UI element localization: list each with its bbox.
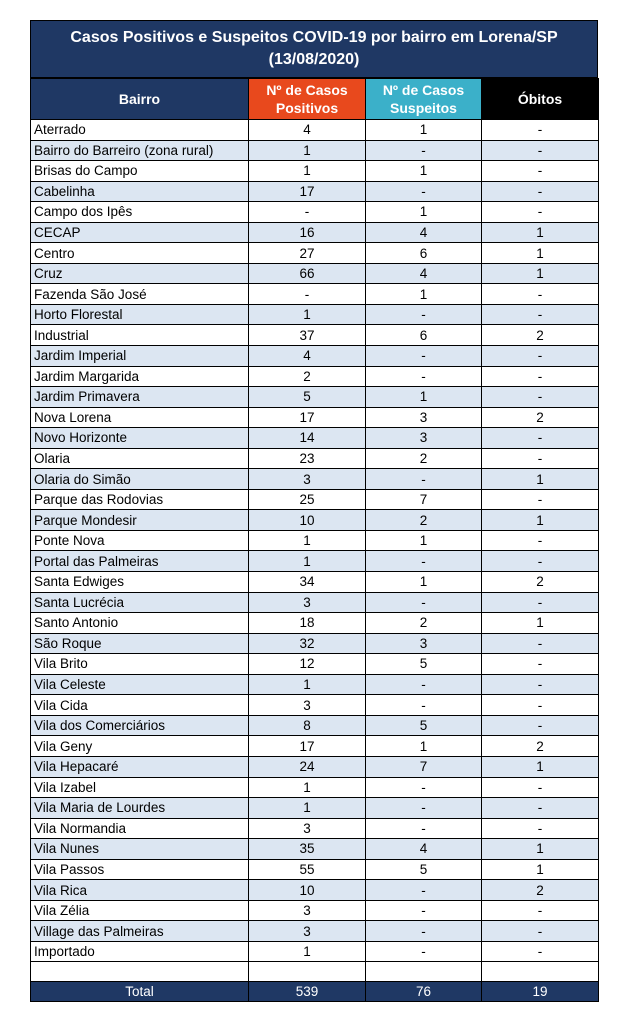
- cell-obitos: -: [482, 551, 599, 572]
- cell-positivos: 1: [249, 140, 366, 161]
- cell-positivos: 66: [249, 263, 366, 284]
- cell-obitos: 1: [482, 243, 599, 264]
- cell-obitos: -: [482, 387, 599, 408]
- table-row: [31, 489, 599, 510]
- cell-bairro: Vila Izabel: [31, 777, 249, 798]
- cell-suspeitos: 3: [366, 633, 482, 654]
- cell-positivos: 14: [249, 428, 366, 449]
- cell-positivos: 23: [249, 448, 366, 469]
- table-row: [31, 715, 599, 736]
- cell-obitos: 2: [482, 572, 599, 593]
- blank-cell: [482, 962, 599, 982]
- cell-suspeitos: -: [366, 695, 482, 716]
- cell-suspeitos: 2: [366, 613, 482, 634]
- cell-suspeitos: 1: [366, 202, 482, 223]
- table-title: Casos Positivos e Suspeitos COVID-19 por bairro em Lorena/SP (13/08/2020): [30, 20, 598, 78]
- cell-positivos: 3: [249, 921, 366, 942]
- cell-obitos: -: [482, 674, 599, 695]
- cell-bairro: Vila Maria de Lourdes: [31, 798, 249, 819]
- cell-positivos: 17: [249, 736, 366, 757]
- table-row: [31, 839, 599, 860]
- cell-bairro: Vila Normandia: [31, 818, 249, 839]
- cell-positivos: 18: [249, 613, 366, 634]
- table-row: [31, 387, 599, 408]
- cell-positivos: -: [249, 202, 366, 223]
- header-positivos: Nº de Casos Positivos: [249, 79, 366, 120]
- cell-positivos: 1: [249, 941, 366, 962]
- cell-bairro: Nova Lorena: [31, 407, 249, 428]
- cell-positivos: 8: [249, 715, 366, 736]
- cell-obitos: 1: [482, 613, 599, 634]
- cell-positivos: 25: [249, 489, 366, 510]
- cell-positivos: 16: [249, 222, 366, 243]
- cell-obitos: -: [482, 715, 599, 736]
- table-row: [31, 613, 599, 634]
- cell-suspeitos: 2: [366, 448, 482, 469]
- cell-bairro: Vila Passos: [31, 859, 249, 880]
- table-row: [31, 654, 599, 675]
- cell-bairro: Vila Geny: [31, 736, 249, 757]
- table-row: [31, 674, 599, 695]
- cell-obitos: -: [482, 654, 599, 675]
- cell-obitos: -: [482, 921, 599, 942]
- table-row: [31, 551, 599, 572]
- cases-table: [30, 78, 599, 1002]
- cell-bairro: Bairro do Barreiro (zona rural): [31, 140, 249, 161]
- table-row: [31, 818, 599, 839]
- table-row: [31, 346, 599, 367]
- table-row: [31, 921, 599, 942]
- table-row: [31, 325, 599, 346]
- cell-suspeitos: 5: [366, 715, 482, 736]
- cell-bairro: Importado: [31, 941, 249, 962]
- table-row: [31, 304, 599, 325]
- cell-positivos: 3: [249, 592, 366, 613]
- cell-positivos: 32: [249, 633, 366, 654]
- header-bairro: Bairro: [31, 79, 249, 120]
- cell-bairro: Cruz: [31, 263, 249, 284]
- cell-positivos: 1: [249, 551, 366, 572]
- cell-positivos: 1: [249, 304, 366, 325]
- cell-obitos: 2: [482, 325, 599, 346]
- cell-suspeitos: -: [366, 674, 482, 695]
- cell-positivos: 37: [249, 325, 366, 346]
- cell-bairro: Fazenda São José: [31, 284, 249, 305]
- cell-positivos: 34: [249, 572, 366, 593]
- cell-positivos: 3: [249, 818, 366, 839]
- cell-bairro: Campo dos Ipês: [31, 202, 249, 223]
- table-row: [31, 407, 599, 428]
- cell-bairro: Parque das Rodovias: [31, 489, 249, 510]
- cell-positivos: 4: [249, 346, 366, 367]
- cell-bairro: Olaria: [31, 448, 249, 469]
- cell-positivos: 1: [249, 777, 366, 798]
- table-row: [31, 181, 599, 202]
- cell-suspeitos: -: [366, 592, 482, 613]
- cell-positivos: 35: [249, 839, 366, 860]
- blank-cell: [366, 962, 482, 982]
- cell-positivos: 55: [249, 859, 366, 880]
- cell-suspeitos: 1: [366, 572, 482, 593]
- table-row: [31, 222, 599, 243]
- cell-positivos: 3: [249, 695, 366, 716]
- cell-suspeitos: 1: [366, 530, 482, 551]
- cell-obitos: -: [482, 592, 599, 613]
- cell-positivos: 5: [249, 387, 366, 408]
- cell-suspeitos: 4: [366, 222, 482, 243]
- cell-bairro: Jardim Margarida: [31, 366, 249, 387]
- cell-positivos: 3: [249, 900, 366, 921]
- header-suspeitos: Nº de Casos Suspeitos: [366, 79, 482, 120]
- cell-positivos: -: [249, 284, 366, 305]
- cell-bairro: Jardim Imperial: [31, 346, 249, 367]
- table-row: [31, 695, 599, 716]
- cell-obitos: 2: [482, 407, 599, 428]
- cell-suspeitos: 7: [366, 489, 482, 510]
- cell-obitos: -: [482, 304, 599, 325]
- cell-suspeitos: 5: [366, 859, 482, 880]
- cell-suspeitos: 4: [366, 839, 482, 860]
- cell-suspeitos: 2: [366, 510, 482, 531]
- cell-bairro: CECAP: [31, 222, 249, 243]
- cell-positivos: 24: [249, 756, 366, 777]
- cell-obitos: -: [482, 530, 599, 551]
- cell-obitos: -: [482, 366, 599, 387]
- table-body: [31, 120, 599, 982]
- cell-obitos: -: [482, 900, 599, 921]
- cell-suspeitos: 7: [366, 756, 482, 777]
- cell-bairro: Vila Cida: [31, 695, 249, 716]
- cell-obitos: 1: [482, 510, 599, 531]
- cell-suspeitos: 1: [366, 284, 482, 305]
- cell-suspeitos: -: [366, 818, 482, 839]
- cell-positivos: 10: [249, 510, 366, 531]
- cell-bairro: Parque Mondesir: [31, 510, 249, 531]
- cell-suspeitos: -: [366, 346, 482, 367]
- cell-obitos: 1: [482, 469, 599, 490]
- cell-bairro: Centro: [31, 243, 249, 264]
- cell-bairro: Vila Rica: [31, 880, 249, 901]
- cell-obitos: 1: [482, 756, 599, 777]
- cell-suspeitos: -: [366, 921, 482, 942]
- cell-bairro: Santa Lucrécia: [31, 592, 249, 613]
- table-row: [31, 777, 599, 798]
- total-obitos: 19: [482, 982, 599, 1002]
- cell-obitos: -: [482, 202, 599, 223]
- table-row: [31, 263, 599, 284]
- total-row: [31, 982, 599, 1002]
- table-row: [31, 366, 599, 387]
- cell-obitos: 1: [482, 839, 599, 860]
- table-row: [31, 469, 599, 490]
- cell-suspeitos: -: [366, 941, 482, 962]
- cell-suspeitos: 6: [366, 325, 482, 346]
- cell-suspeitos: -: [366, 140, 482, 161]
- cell-suspeitos: -: [366, 366, 482, 387]
- table-row: [31, 202, 599, 223]
- cell-bairro: Vila Hepacaré: [31, 756, 249, 777]
- cell-obitos: -: [482, 120, 599, 141]
- cell-suspeitos: 1: [366, 387, 482, 408]
- table-row: [31, 900, 599, 921]
- cell-suspeitos: 1: [366, 736, 482, 757]
- total-suspeitos: 76: [366, 982, 482, 1002]
- cell-obitos: -: [482, 633, 599, 654]
- header-obitos: Óbitos: [482, 79, 599, 120]
- cell-obitos: -: [482, 777, 599, 798]
- cell-bairro: Vila Brito: [31, 654, 249, 675]
- cell-bairro: Ponte Nova: [31, 530, 249, 551]
- cell-bairro: Vila dos Comerciários: [31, 715, 249, 736]
- cell-obitos: 1: [482, 263, 599, 284]
- cell-bairro: Santa Edwiges: [31, 572, 249, 593]
- cell-obitos: -: [482, 448, 599, 469]
- cell-suspeitos: 3: [366, 428, 482, 449]
- table-row: [31, 448, 599, 469]
- table-row: [31, 243, 599, 264]
- cell-positivos: 17: [249, 181, 366, 202]
- total-positivos: 539: [249, 982, 366, 1002]
- header-row: [31, 79, 599, 120]
- cell-suspeitos: 1: [366, 120, 482, 141]
- table-row: [31, 880, 599, 901]
- cell-suspeitos: -: [366, 900, 482, 921]
- cell-positivos: 1: [249, 798, 366, 819]
- table-row: [31, 756, 599, 777]
- cell-obitos: -: [482, 489, 599, 510]
- table-row: [31, 798, 599, 819]
- cell-obitos: -: [482, 346, 599, 367]
- cell-suspeitos: -: [366, 777, 482, 798]
- total-label: Total: [31, 982, 249, 1002]
- table-row: [31, 161, 599, 182]
- table-row: [31, 530, 599, 551]
- cell-bairro: Horto Florestal: [31, 304, 249, 325]
- cell-obitos: 1: [482, 222, 599, 243]
- cell-suspeitos: -: [366, 469, 482, 490]
- cell-obitos: -: [482, 428, 599, 449]
- cell-obitos: -: [482, 798, 599, 819]
- cell-positivos: 12: [249, 654, 366, 675]
- table-row: [31, 592, 599, 613]
- cell-suspeitos: -: [366, 880, 482, 901]
- cell-bairro: Vila Celeste: [31, 674, 249, 695]
- cell-bairro: Jardim Primavera: [31, 387, 249, 408]
- cell-positivos: 17: [249, 407, 366, 428]
- table-row: [31, 510, 599, 531]
- cell-positivos: 2: [249, 366, 366, 387]
- cell-bairro: Cabelinha: [31, 181, 249, 202]
- covid-table-container: [30, 20, 598, 1004]
- cell-positivos: 10: [249, 880, 366, 901]
- blank-row: [31, 962, 599, 982]
- cell-positivos: 27: [249, 243, 366, 264]
- cell-bairro: Vila Zélia: [31, 900, 249, 921]
- cell-obitos: 1: [482, 859, 599, 880]
- cell-obitos: -: [482, 181, 599, 202]
- cell-positivos: 1: [249, 161, 366, 182]
- table-row: [31, 572, 599, 593]
- cell-positivos: 1: [249, 530, 366, 551]
- cell-bairro: São Roque: [31, 633, 249, 654]
- cell-obitos: -: [482, 284, 599, 305]
- cell-suspeitos: -: [366, 181, 482, 202]
- cell-positivos: 1: [249, 674, 366, 695]
- cell-bairro: Village das Palmeiras: [31, 921, 249, 942]
- cell-positivos: 3: [249, 469, 366, 490]
- blank-cell: [249, 962, 366, 982]
- cell-suspeitos: 3: [366, 407, 482, 428]
- cell-bairro: Aterrado: [31, 120, 249, 141]
- table-row: [31, 140, 599, 161]
- cell-obitos: 2: [482, 736, 599, 757]
- cell-bairro: Novo Horizonte: [31, 428, 249, 449]
- cell-obitos: -: [482, 818, 599, 839]
- cell-suspeitos: -: [366, 304, 482, 325]
- cell-suspeitos: 6: [366, 243, 482, 264]
- cell-bairro: Industrial: [31, 325, 249, 346]
- cell-obitos: -: [482, 695, 599, 716]
- cell-suspeitos: 5: [366, 654, 482, 675]
- cell-obitos: 2: [482, 880, 599, 901]
- cell-obitos: -: [482, 140, 599, 161]
- cell-bairro: Vila Nunes: [31, 839, 249, 860]
- table-row: [31, 428, 599, 449]
- blank-cell: [31, 962, 249, 982]
- cell-obitos: -: [482, 941, 599, 962]
- cell-bairro: Brisas do Campo: [31, 161, 249, 182]
- table-row: [31, 859, 599, 880]
- cell-suspeitos: 4: [366, 263, 482, 284]
- cell-bairro: Olaria do Simão: [31, 469, 249, 490]
- cell-bairro: Portal das Palmeiras: [31, 551, 249, 572]
- table-row: [31, 633, 599, 654]
- cell-suspeitos: -: [366, 798, 482, 819]
- table-row: [31, 284, 599, 305]
- cell-obitos: -: [482, 161, 599, 182]
- table-row: [31, 736, 599, 757]
- cell-suspeitos: -: [366, 551, 482, 572]
- table-row: [31, 120, 599, 141]
- cell-positivos: 4: [249, 120, 366, 141]
- cell-bairro: Santo Antonio: [31, 613, 249, 634]
- cell-suspeitos: 1: [366, 161, 482, 182]
- table-row: [31, 941, 599, 962]
